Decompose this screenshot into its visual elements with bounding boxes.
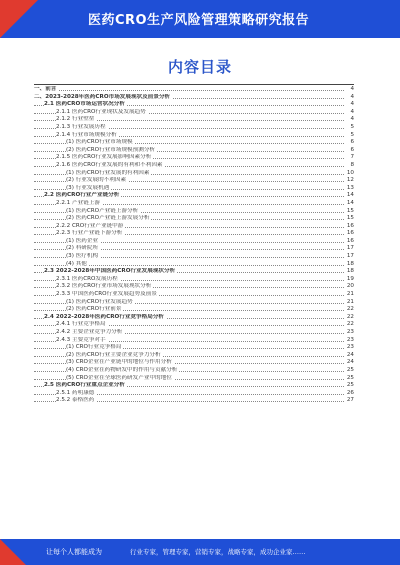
toc-page-number: 4 xyxy=(345,116,354,124)
toc-page-number: 26 xyxy=(346,389,354,396)
toc-page-number: 17 xyxy=(346,245,354,252)
toc-page-number: 16 xyxy=(346,237,354,244)
toc-entry-text: 2.3.1 医药CRO发展历程 xyxy=(56,275,118,282)
toc-entry-text: (2) 医药CRO行业主要企业竞争力分析 xyxy=(66,351,161,358)
toc-page-number: 23 xyxy=(346,344,354,351)
toc-entry[interactable] xyxy=(34,321,354,329)
toc-entry[interactable] xyxy=(34,147,354,155)
toc-entry-text: 一、前言 xyxy=(34,86,57,92)
toc-page-number: 5 xyxy=(345,132,354,140)
toc-entry-text: 2.4.2 主要企业竞争力分析 xyxy=(56,329,123,335)
toc-entry-text: 2.3.2 医药CRO行业市场发展现状分析 xyxy=(56,283,152,290)
toc-entry[interactable] xyxy=(34,208,354,216)
toc-page-number: 4 xyxy=(345,86,354,94)
toc-page-number: 22 xyxy=(346,313,354,320)
toc-entry[interactable] xyxy=(34,230,354,238)
toc-page-number: 25 xyxy=(346,374,354,381)
toc-entry[interactable] xyxy=(34,390,354,398)
toc-entry[interactable] xyxy=(34,382,354,390)
footer-banner xyxy=(0,539,400,565)
report-title: 医药CRO生产风险管理策略研究报告 xyxy=(88,13,310,28)
toc-entry[interactable] xyxy=(34,215,354,223)
toc-page-number: 6 xyxy=(345,147,354,155)
toc-top-rule xyxy=(34,84,354,85)
toc-entry-text: 2.1.4 行业市场规模分析 xyxy=(56,131,117,138)
toc-entry-text: (4) 其他 xyxy=(66,260,87,267)
toc-entry[interactable] xyxy=(34,177,354,185)
toc-entry-text: 2.5.2 泰格医药 xyxy=(56,397,95,404)
footer-accent-shape xyxy=(0,539,26,565)
toc-page-number: 23 xyxy=(346,329,354,335)
toc-entry-text: 2.4.1 行业竞争格局 xyxy=(56,321,106,328)
toc-page-number: 12 xyxy=(346,177,354,184)
toc-entry-text: 2.1.5 医药CRO行业发展影响因素分析 xyxy=(56,154,152,161)
toc-entry-text: (3) CRO企业在产业链中的地位与作用分析 xyxy=(66,359,172,366)
toc-entry-text: (2) 行业发展的不利因素 xyxy=(66,177,127,184)
toc-entry[interactable] xyxy=(34,367,354,375)
toc-page-number: 14 xyxy=(346,199,354,206)
toc-heading: 内容目录 xyxy=(167,58,232,76)
toc-entry[interactable] xyxy=(34,94,354,102)
toc-entry[interactable] xyxy=(34,245,354,253)
toc-entry[interactable] xyxy=(34,397,354,405)
toc-page-number: 4 xyxy=(345,94,354,102)
footer-slogan: 让每个人都能成为 xyxy=(46,548,102,556)
toc-page-number: 22 xyxy=(346,321,354,328)
toc-page-number: 27 xyxy=(346,397,354,404)
toc-entry[interactable] xyxy=(34,359,354,367)
toc-entry[interactable] xyxy=(34,139,354,147)
toc-entry-text: (2) 医药CRO产业链上游发展分析 xyxy=(66,215,150,222)
toc-entry[interactable] xyxy=(34,329,354,337)
table-of-contents xyxy=(34,86,354,405)
toc-page-number: 10 xyxy=(346,169,354,176)
toc-entry[interactable] xyxy=(34,253,354,261)
toc-entry[interactable] xyxy=(34,291,354,299)
toc-entry-text: 2.2.3 行业产业链下游分析 xyxy=(56,230,123,237)
toc-page-number: 18 xyxy=(346,268,354,275)
toc-leader-dots xyxy=(34,90,344,91)
toc-page-number: 25 xyxy=(346,382,354,389)
toc-entry[interactable] xyxy=(34,352,354,360)
toc-entry-text: 2.5.1 药明康德 xyxy=(56,389,95,396)
toc-page-number: 8 xyxy=(345,162,354,170)
toc-entry-text: (5) CRO企业在全球医药研发产业中的地位 xyxy=(66,374,172,381)
toc-entry-text: 2.3.3 中国医药CRO行业发展趋势及前景 xyxy=(56,291,157,298)
toc-entry[interactable] xyxy=(34,154,354,162)
toc-page-number: 21 xyxy=(346,298,354,305)
toc-entry[interactable] xyxy=(34,192,354,200)
toc-entry-text: (2) 科研院所 xyxy=(66,245,99,252)
header-banner xyxy=(0,0,400,38)
toc-page-number: 16 xyxy=(346,230,354,237)
toc-page-number: 18 xyxy=(346,260,354,267)
footer-tagline: 行业专家，管理专家，营销专家，战略专家，成功企业家…… xyxy=(130,548,306,556)
toc-page-number: 23 xyxy=(346,336,354,343)
toc-page-number: 21 xyxy=(346,291,354,298)
toc-page-number: 4 xyxy=(345,109,354,117)
toc-entry-text: (1) 医药CRO行业发展的有利因素 xyxy=(66,169,150,176)
toc-entry-text: 2.1.2 行业壁垒 xyxy=(56,116,95,123)
toc-entry-text: 2.1 医药CRO市场运营状况分析 xyxy=(44,101,125,108)
toc-entry[interactable] xyxy=(34,223,354,231)
toc-page-number: 24 xyxy=(346,359,354,366)
toc-entry-text: 2.4 2022-2028年医药CRO行业竞争格局分析 xyxy=(44,313,165,320)
toc-page-number: 24 xyxy=(346,351,354,358)
toc-entry[interactable] xyxy=(34,268,354,276)
toc-page-number: 20 xyxy=(346,283,354,290)
toc-page-number: 16 xyxy=(346,222,354,229)
toc-entry-text: 2.4.3 主要竞争对手 xyxy=(56,336,106,343)
toc-entry-text: (1) 医药CRO行业市场规模 xyxy=(66,139,133,146)
toc-page-number: 15 xyxy=(346,215,354,222)
toc-entry[interactable] xyxy=(34,109,354,117)
toc-entry[interactable] xyxy=(34,101,354,109)
toc-entry-text: 2.1.1 医药CRO行业现状及发展趋势 xyxy=(56,108,146,115)
toc-entry[interactable] xyxy=(34,132,354,140)
toc-entry[interactable] xyxy=(34,238,354,246)
toc-entry-text: 2.5 医药CRO行业重点企业分析 xyxy=(44,382,125,389)
toc-page-number: 7 xyxy=(345,154,354,162)
toc-entry[interactable] xyxy=(34,116,354,124)
toc-entry[interactable] xyxy=(34,185,354,193)
toc-entry-text: (1) 医药CRO行业发展趋势 xyxy=(66,298,133,305)
toc-entry[interactable] xyxy=(34,261,354,269)
toc-entry[interactable] xyxy=(34,200,354,208)
toc-entry-text: 2.2.1 产业链上游 xyxy=(56,199,100,206)
toc-entry[interactable] xyxy=(34,86,354,94)
toc-entry-text: 2.1.3 行业发展历程 xyxy=(56,123,106,130)
toc-entry-text: (2) 医药CRO行业市场规模预测分析 xyxy=(66,146,156,153)
toc-entry-text: (3) 医疗机构 xyxy=(66,253,99,260)
header-accent-shape xyxy=(0,0,38,38)
toc-page-number: 4 xyxy=(345,101,354,109)
toc-entry-text: (4) CRO企业在药物研发中的作用与贡献分析 xyxy=(66,366,178,373)
toc-entry-text: (3) 行业发展机遇 xyxy=(66,184,110,191)
toc-entry-text: (1) 医药企业 xyxy=(66,237,99,244)
toc-entry-text: 2.1.6 医药CRO行业发展的有利和不利因素 xyxy=(56,161,163,168)
toc-page-number: 15 xyxy=(346,207,354,214)
toc-page-number: 17 xyxy=(346,253,354,260)
toc-entry[interactable] xyxy=(34,124,354,132)
toc-page-number: 25 xyxy=(346,366,354,373)
toc-entry[interactable] xyxy=(34,344,354,352)
toc-entry[interactable] xyxy=(34,337,354,345)
toc-page-number: 6 xyxy=(345,139,354,147)
toc-entry-text: 2.2 医药CRO行业产业链分析 xyxy=(44,192,120,199)
toc-entry[interactable] xyxy=(34,299,354,307)
toc-entry[interactable] xyxy=(34,306,354,314)
toc-entry-text: 二、2023-2028年医药CRO市场发展现状及前景分析 xyxy=(34,93,171,100)
toc-entry-text: 2.3 2022-2028年中国医药CRO行业发展现状分析 xyxy=(44,268,176,275)
toc-page-number: 19 xyxy=(346,275,354,282)
toc-entry-text: (1) CRO行业竞争格局 xyxy=(66,344,122,351)
toc-entry-text: (2) 医药CRO行业前景 xyxy=(66,306,122,313)
toc-entry[interactable] xyxy=(34,276,354,284)
toc-entry[interactable] xyxy=(34,283,354,291)
toc-page-number: 22 xyxy=(346,306,354,313)
toc-page-number: 14 xyxy=(346,192,354,199)
toc-entry-text: 2.2.2 CRO行业产业链中游 xyxy=(56,222,124,229)
toc-entry[interactable] xyxy=(34,375,354,383)
toc-entry-text: (1) 医药CRO产业链上游分析 xyxy=(66,207,139,214)
toc-entry[interactable] xyxy=(34,314,354,322)
toc-entry[interactable] xyxy=(34,162,354,170)
toc-page-number: 13 xyxy=(346,184,354,191)
toc-entry[interactable] xyxy=(34,170,354,178)
toc-page-number: 5 xyxy=(345,124,354,132)
